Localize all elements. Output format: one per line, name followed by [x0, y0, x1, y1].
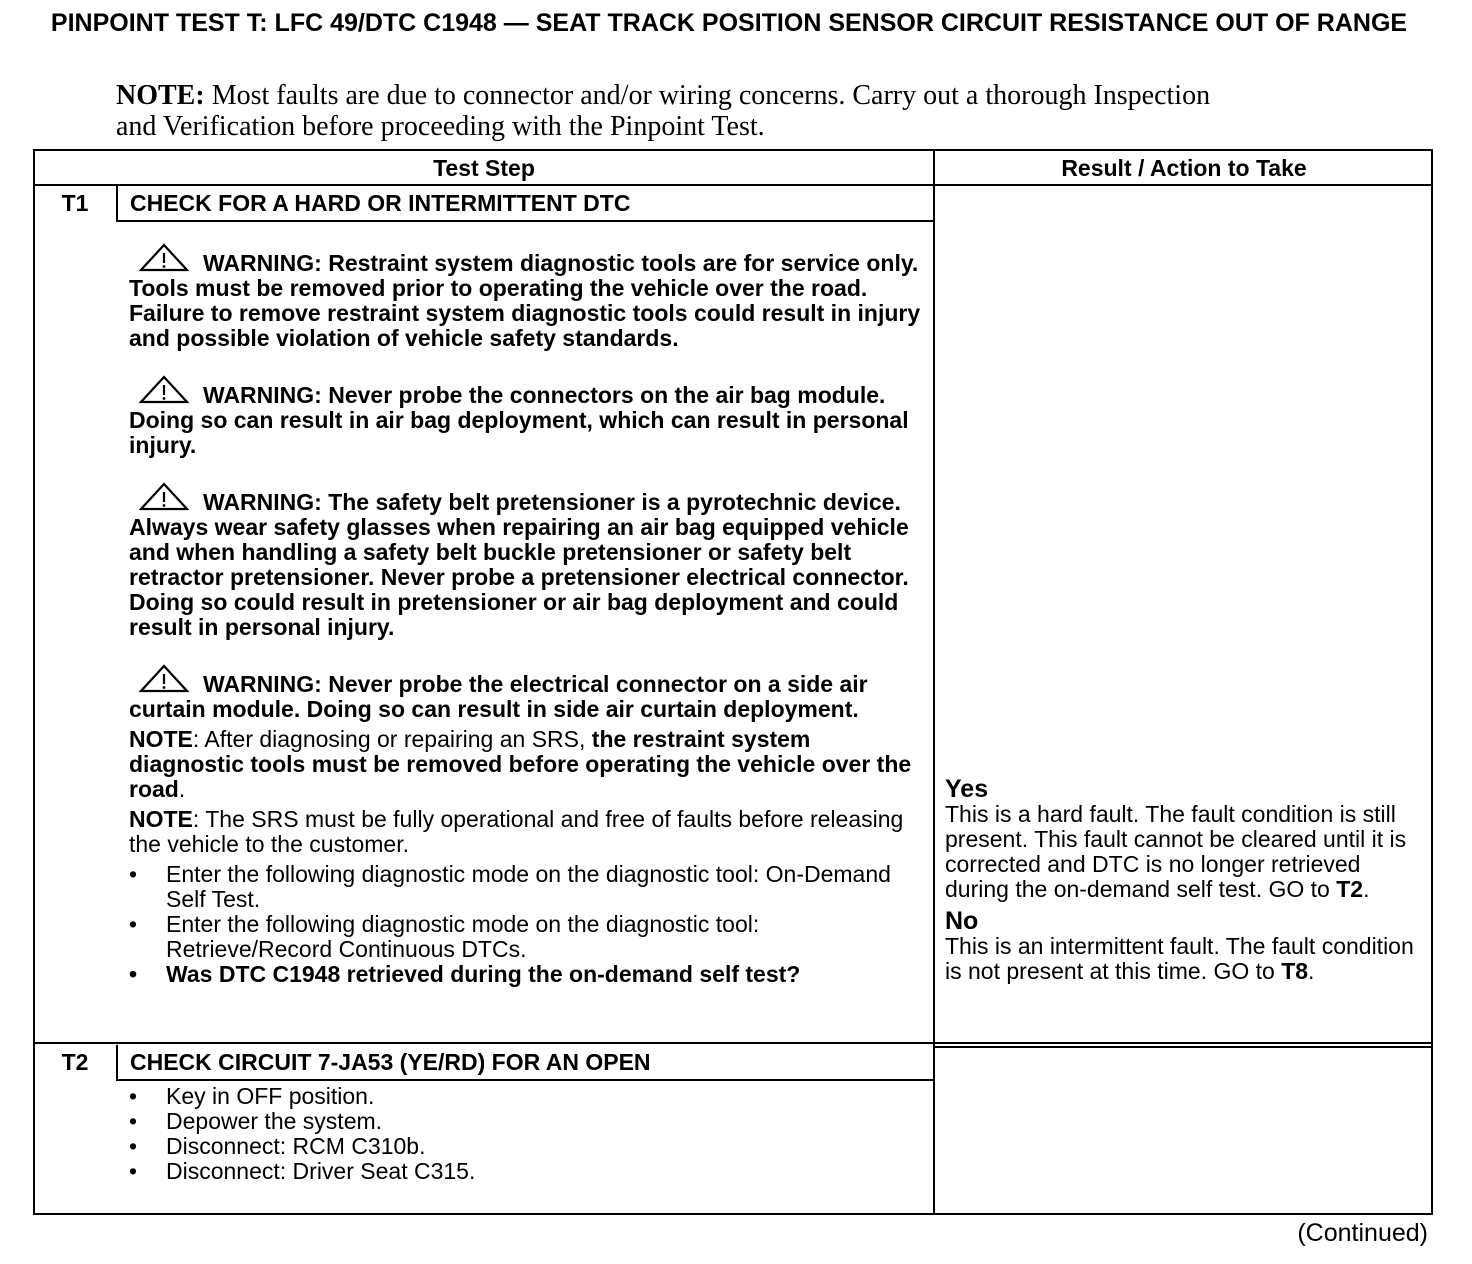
goto-t8-link[interactable]: T8 [1281, 958, 1309, 984]
warning-triangle-icon [139, 243, 189, 273]
intro-note-label: NOTE: [116, 80, 205, 111]
note-bold-text: the restraint system diagnostic tools must be removed before operating the vehicle over the road [129, 726, 912, 802]
period: . [1363, 876, 1370, 902]
continued-label: (Continued) [1297, 1219, 1428, 1247]
list-item: • Was DTC C1948 retrieved during the on-demand self test? [129, 962, 929, 987]
intro-note [116, 80, 1236, 142]
note-text: : After diagnosing or repairing an SRS, [192, 726, 592, 752]
warning-3 [129, 482, 929, 640]
t2-title: CHECK CIRCUIT 7-JA53 (YE/RD) FOR AN OPEN [130, 1049, 651, 1075]
t1-title-rule [116, 220, 933, 222]
column-divider [933, 151, 935, 1215]
list-item: • Depower the system. [129, 1109, 929, 1134]
t2-top-rule [35, 1042, 1433, 1044]
list-item: • Enter the following diagnostic mode on the diagnostic tool: On-Demand Self Test. [129, 862, 929, 912]
note-label: NOTE [129, 806, 193, 832]
t1-body [129, 243, 929, 987]
warning-2-text: WARNING: Never probe the connectors on the air bag module. Doing so can result in air bag deployment, which can result in personal injury. [129, 382, 909, 458]
pinpoint-table [33, 149, 1433, 1215]
note-text: : The SRS must be fully operational and free of faults before releasing the vehicle to the customer. [129, 806, 904, 857]
period: . [1308, 958, 1315, 984]
warning-1-text: WARNING: Restraint system diagnostic tools are for service only. Tools must be removed prior to operating the vehicle over the road. Failure to remove restraint system diagnostic tools could result in injury and possible violation of vehicle safety standards. [129, 250, 921, 351]
page-title: PINPOINT TEST T: LFC 49/DTC C1948 — SEAT TRACK POSITION SENSOR CIRCUIT RESISTANCE OUT OF RANGE [50, 9, 1408, 37]
header-test-step: Test Step [433, 155, 535, 181]
header-rule [35, 184, 1433, 186]
yes-action [945, 802, 1427, 902]
yes-text: This is a hard fault. The fault condition is still present. This fault cannot be cleared until it is corrected and DTC is no longer retrieved during the on-demand self test. GO to [945, 801, 1407, 902]
t2-id-divider [116, 1045, 118, 1081]
yes-label: Yes [945, 775, 989, 803]
no-text: This is an intermittent fault. The fault condition is not present at this time. GO to [945, 933, 1414, 984]
t2-result-rule [933, 1046, 1433, 1048]
list-item: • Enter the following diagnostic mode on the diagnostic tool: Retrieve/Record Continuous DTCs. [129, 912, 929, 962]
warning-4 [129, 664, 929, 722]
note-end: . [178, 776, 186, 802]
t1-note-1 [129, 727, 929, 802]
warning-2 [129, 375, 929, 458]
header-result: Result / Action to Take [1061, 155, 1307, 181]
t1-title: CHECK FOR A HARD OR INTERMITTENT DTC [130, 190, 631, 216]
no-action [945, 934, 1427, 984]
t2-id: T2 [61, 1049, 89, 1075]
intro-note-text: Most faults are due to connector and/or wiring concerns. Carry out a thorough Inspection and Verification before proceeding with the Pinpoint Test. [116, 80, 1211, 142]
no-label: No [945, 907, 979, 935]
list-item: • Key in OFF position. [129, 1084, 929, 1109]
t1-id-divider [116, 186, 118, 222]
t1-id: T1 [61, 190, 89, 216]
note-label: NOTE [129, 726, 193, 752]
t1-result [945, 776, 1427, 984]
t2-body [129, 1084, 929, 1184]
warning-triangle-icon [139, 664, 189, 694]
warning-4-text: WARNING: Never probe the electrical connector on a side air curtain module. Doing so can result in side air curtain deployment. [129, 671, 868, 722]
t2-title-rule [116, 1079, 933, 1081]
warning-3-text: WARNING: The safety belt pretensioner is a pyrotechnic device. Always wear safety glasses when repairing an air bag equipped vehicle and when handling a safety belt buckle pretensioner or safety belt retractor pretensioner. Never probe a pretensioner electrical connector. Doing so could result in pretensioner or air bag deployment and could result in personal injury. [129, 489, 909, 640]
warning-1 [129, 243, 929, 351]
warning-triangle-icon [139, 375, 189, 405]
t2-bullet-list [129, 1084, 929, 1184]
list-item: • Disconnect: RCM C310b. [129, 1134, 929, 1159]
goto-t2-link[interactable]: T2 [1336, 876, 1364, 902]
t1-bullet-list [129, 862, 929, 987]
list-item: • Disconnect: Driver Seat C315. [129, 1159, 929, 1184]
warning-triangle-icon [139, 482, 189, 512]
t1-note-2 [129, 807, 929, 857]
